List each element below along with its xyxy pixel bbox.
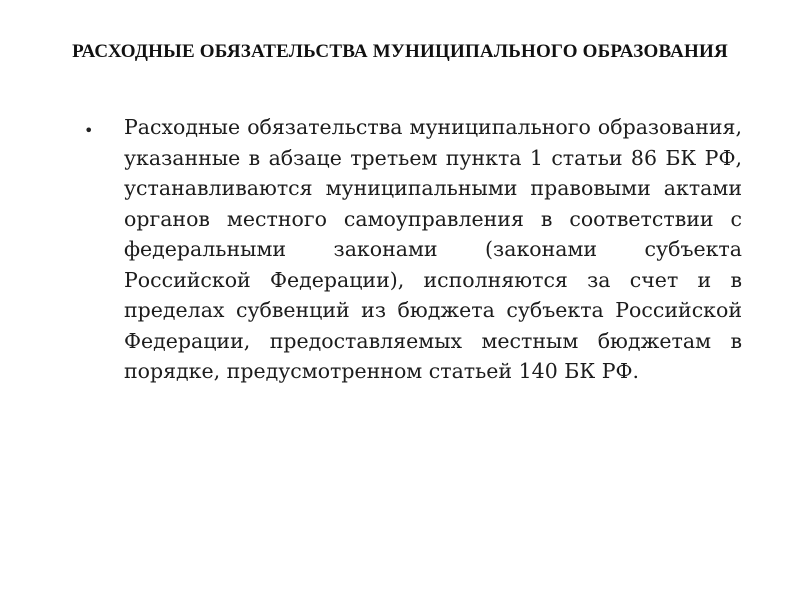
bullet-icon: • [84,121,94,140]
bullet-item [84,112,742,387]
bullet-list [84,112,742,387]
slide-title: РАСХОДНЫЕ ОБЯЗАТЕЛЬСТВА МУНИЦИПАЛЬНОГО ОБРАЗОВАНИЯ [72,41,728,62]
bullet-text: Расходные обязательства муниципального образования, указанные в абзаце третьем пункта 1 статьи 86 БК РФ, устанавливаются муниципальными правовыми актами органов местного самоуправления в соответствии с федеральными законами (законами субъекта Российской Федерации), исполняются за счет и в пределах субвенций из бюджета субъекта Российской Федерации, предоставляемых местным бюджетам в порядке, предусмотренном статьей 140 БК РФ. [124,115,742,383]
